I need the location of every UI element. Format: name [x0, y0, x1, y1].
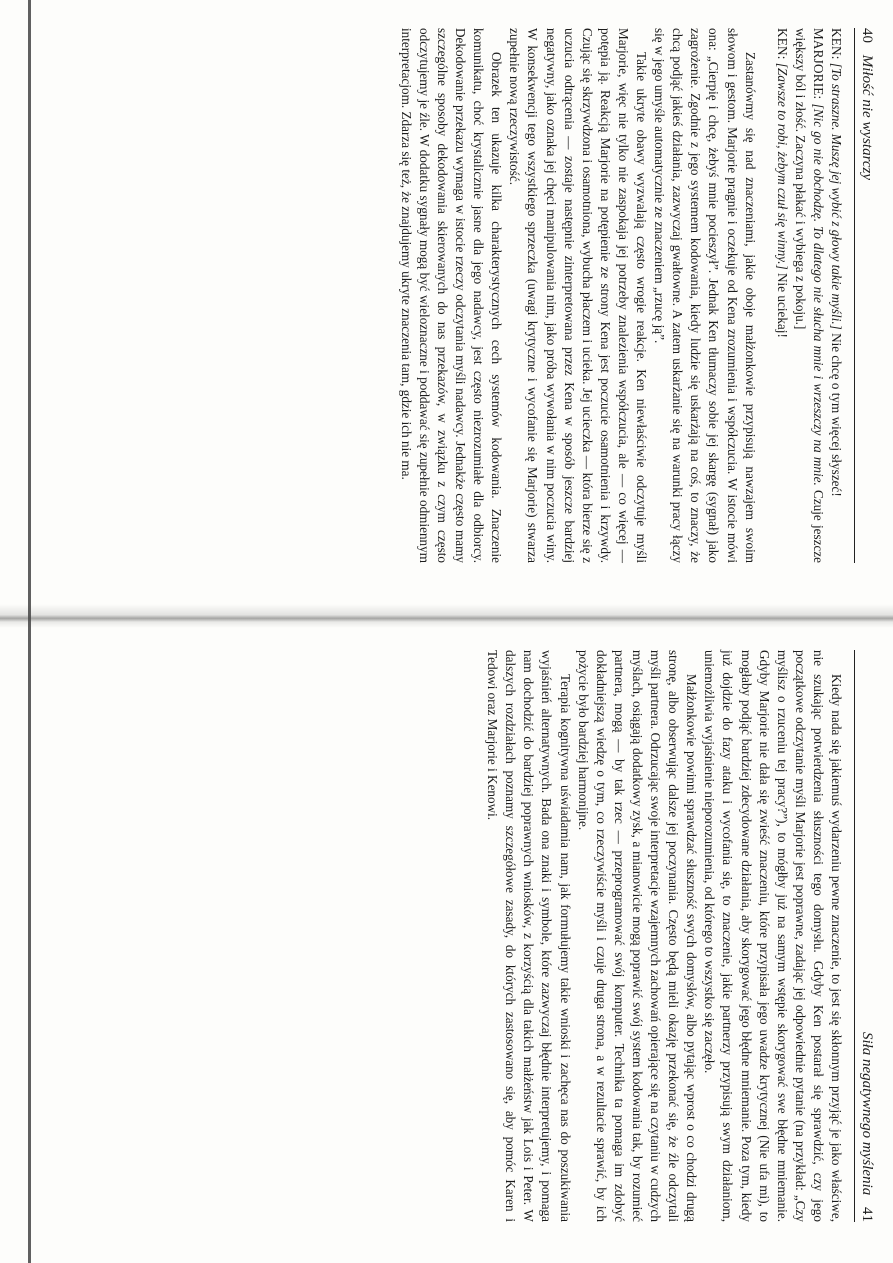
inner-thought: [Nic go nie obchodzę. To dlatego nie słucha mnie i wrzeszczy na mnie.	[810, 103, 826, 486]
spoken-text: Czuje jeszcze większy ból i złość. Zaczyna płakać i wybiega z pokoju.]	[792, 28, 826, 564]
right-running-head	[854, 650, 877, 1222]
speaker-name: MARJORIE:	[810, 28, 826, 100]
paragraph: Takie ukryte obawy wyzwalają często wrogie reakcje. Ken niewłaściwie odczytuje myśli Marjorie, więc nie tylko nie zaspokaja jej potrzeby znalezienia współczucia, ale — co więcej — potępia ją. Reakcją Marjorie na potępienie ze strony Kena jest poczucie osamotnienia i krzywdy. Czując się skrzywdzona i osamotniona, wybucha płaczem i ucieka. Jej ucieczka — która bierze się z uczucia odtrącenia — zostaje następnie zinterpretowana przez Kena w sposób jeszcze bardziej negatywny, jako oznaka jej chęci manipulowania nim, jako próba wywołania w nim poczucia winy. W konsekwencji tego wszystkiego sprzeczka (uwagi krytyczne i wycofanie się Marjorie) stwarza zupełnie nową rzeczywistość.	[507, 28, 650, 563]
inner-thought: [Zawsze to robi, żebym czuł się winny.]	[774, 62, 790, 270]
speaker-name: KEN:	[829, 28, 844, 60]
right-page	[0, 632, 893, 1243]
inner-thought: [To straszne. Muszę jej wybić z głowy takie myśli.]	[829, 62, 844, 330]
dialog-line	[773, 28, 791, 563]
left-page-number: 40	[859, 28, 875, 43]
paragraph: Kiedy nada się jakiemuś wydarzeniu pewne znaczenie, to jest się skłonnym przyjąć je jako właściwe, nie szukając potwierdzenia słuszności tego domysłu. Gdyby Ken postarał się sprawdzić, czy jego początkowe odczytanie myśli Marjorie jest poprawne, zadając jej odpowiednie pytanie (na przykład: „Czy myślisz o rzuceniu tej pracy?”), to mógłby już na samym wstępie skorygować swe błędne mniemanie. Gdyby Marjorie nie dała się zwieść znaczeniu, które przypisała jego uwadze krytycznej (Nie ufa mi), to mogłaby podjąć bardziej zdecydowane działania, aby skorygować jego błędne mniemanie. Poza tym, kiedy już dojdzie do fazy ataku i wycofania się, to znaczenie, jakie partnerzy przypisują swym działaniom, uniemożliwia wyjaśnienie nieporozumienia, od którego to wszystko się zaczęło.	[702, 650, 844, 1222]
right-page-number: 41	[859, 1207, 875, 1222]
dialog-line	[827, 28, 845, 563]
paragraph: Zastanówmy się nad znaczeniami, jakie oboje małżonkowie przypisują nawzajem swoim słowom i gestom. Marjorie pragnie i oczekuje od Kena zrozumienia i współczucia. W istocie mówi ona: „Cierpię i chcę, żebyś mnie pocieszył”. Jednak Ken tłumaczy sobie jej skargę (sygnał) jako zagrożenie. Zgodnie z jego systemem kodowania, kiedy ludzie się uskarżają na coś, to znaczy, że chcą podjąć jakieś działania, zazwyczaj gwałtowne. A zatem uskarżanie się na warunki pracy łączy się w jego umyśle automatycznie ze znaczeniem „rzucę ją”.	[652, 28, 758, 563]
paragraph: Obrazek ten ukazuje kilka charakterystycznych cech systemów kodowania. Znaczenie komunikatu, choć krystalicznie jasne dla jego nadawcy, jest często niezrozumiałe dla odbiorcy. Dekodowanie przekazu wymaga w istocie rzeczy odczytania myśli nadawcy. Jednakże często mamy szczególne sposoby dekodowania skierowanych do nas przekazów, w związku z czym często odczytujemy je źle. W dodatku sygnały mogą być wieloznaczne i poddawać się zupełnie odmiennym interpretacjom. Zdarza się też, że znajdujemy ukryte znaczenia tam, gdzie ich nie ma.	[398, 28, 505, 563]
left-page-text	[397, 28, 845, 563]
paragraph: Terapia kognitywna uświadamia nam, jak formułujemy takie wnioski i zachęca nas do poszukiwania wyjaśnień alternatywnych. Bada ona znaki i symbole, które zazwyczaj błędnie interpretujemy, i pomaga nam dochodzić do bardziej poprawnych wniosków, z korzyścią dla takich małżeństw jak Lois i Peter. W dalszych rozdziałach poznamy szczegółowe zasady, do których zastosowano się, aby pomóc Karen i Tedowi oraz Marjorie i Kenowi.	[485, 650, 573, 1222]
left-running-head	[854, 28, 877, 563]
page-bottom-edge	[28, 0, 31, 1263]
left-page	[0, 0, 893, 600]
spoken-text: Nie uciekaj!	[774, 269, 790, 338]
right-running-title: Siła negatywnego myślenia	[859, 1031, 875, 1196]
book-gutter-shadow	[0, 604, 893, 628]
right-page-text	[483, 650, 845, 1222]
left-running-title: Miłość nie wystarczy	[859, 54, 875, 181]
spoken-text: Nie chcę o tym więcej słyszeć!	[829, 329, 844, 497]
speaker-name: KEN:	[774, 28, 790, 60]
paragraph: Małżonkowie powinni sprawdzać słuszność swych domysłów, albo pytając wprost o co chodzi drugą stronę, albo obserwując dalsze jej poczynania. Często będą mieli okazję przekonać się, że źle odczytali myśli partnera. Odrzucając swoje interpretacje wzajemnych zachowań opierające się na czytaniu w cudzych myślach, osiągają dodatkowy zysk, a mianowicie mogą poprawić swój system kodowania tak, by rozumieć partnera, mogą — by tak rzec — przeprogramować swój komputer. Technika ta pomaga im zdobyć dokładniejszą wiedzę o tym, co rzeczywiście myśli i czuje druga strona, a w rezultacie sprawić, by ich pożycie było bardziej harmonijne.	[575, 650, 700, 1222]
dialog-line	[791, 28, 827, 563]
